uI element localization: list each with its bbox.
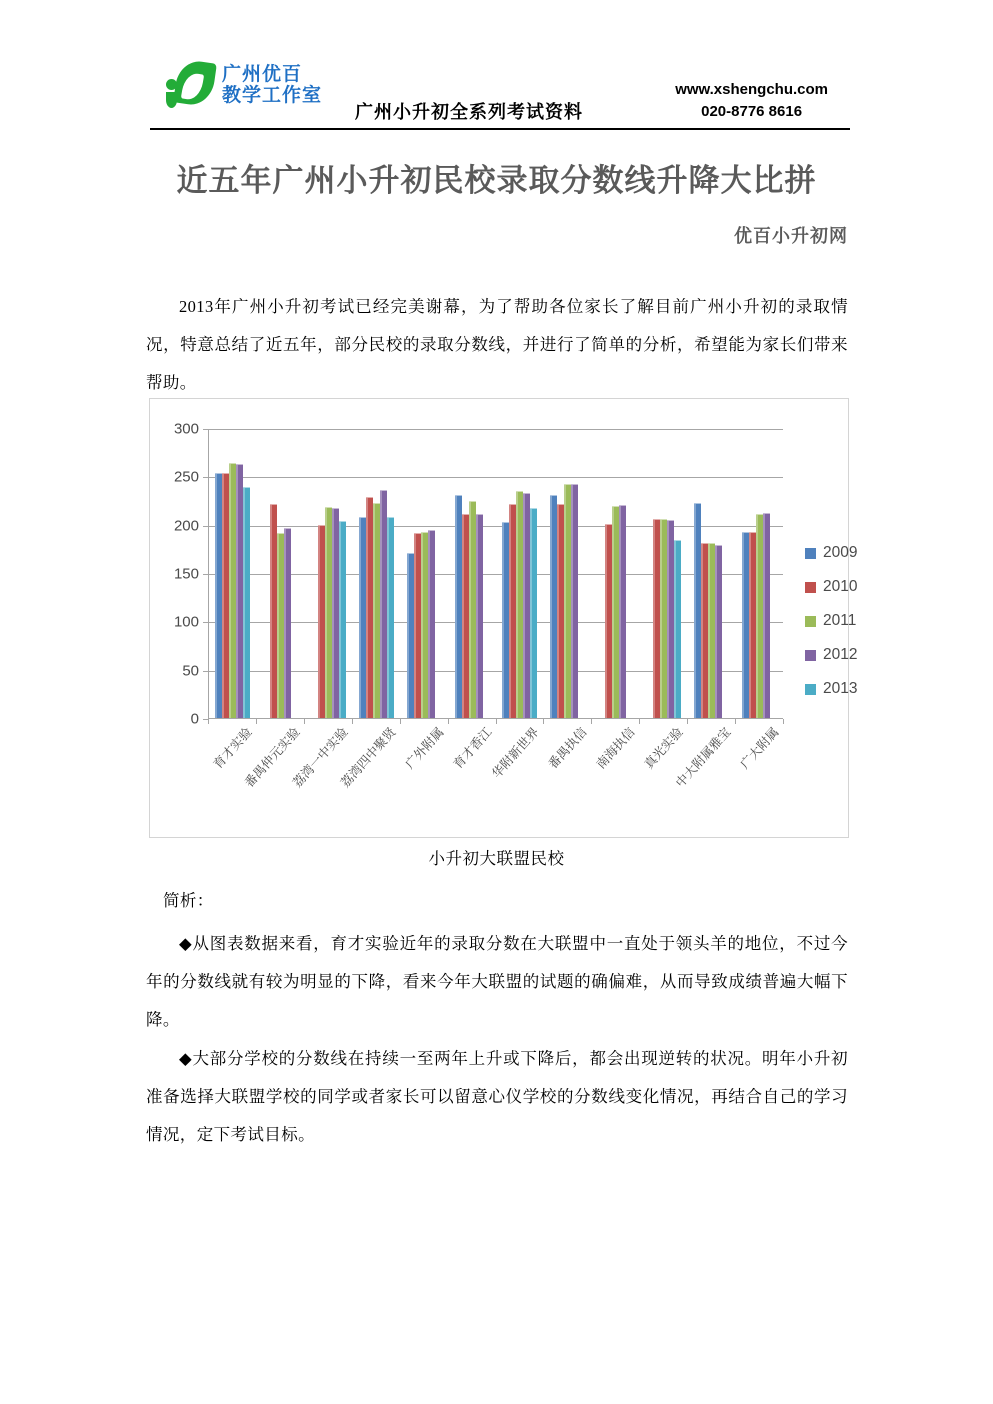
- bar-2012: [332, 508, 339, 719]
- bar-2011: [660, 519, 667, 719]
- y-axis-tick-label: 200: [173, 517, 199, 535]
- bar-2009: [550, 495, 557, 719]
- bar-2009: [742, 532, 749, 719]
- legend-item-2012: [805, 646, 857, 664]
- bar-2009: [407, 553, 414, 719]
- legend-item-2010: [805, 578, 857, 596]
- bar-group: [352, 429, 400, 719]
- logo-text: [222, 64, 322, 107]
- category-label: 荔湾四中聚贤: [337, 725, 399, 791]
- bar-2011: [373, 503, 380, 719]
- legend-swatch-icon: [805, 582, 816, 593]
- legend-swatch-icon: [805, 548, 816, 559]
- bar-group: [400, 429, 448, 719]
- legend-swatch-icon: [805, 616, 816, 627]
- bar-2011: [564, 484, 571, 719]
- y-axis-tick: [203, 622, 208, 623]
- bar-2013: [243, 487, 250, 719]
- bar-2012: [763, 513, 770, 719]
- category-label: 番禺执信: [546, 725, 591, 772]
- y-axis-tick-label: 300: [173, 420, 199, 438]
- bar-2011: [229, 463, 236, 719]
- legend-item-2009: [805, 544, 857, 562]
- logo-line-1: 广州优百: [222, 63, 303, 85]
- header-contact: [675, 79, 828, 123]
- bar-2010: [270, 504, 277, 719]
- category-label: 南海执信: [594, 725, 638, 772]
- bar-2011: [756, 514, 763, 719]
- bar-2009: [455, 495, 462, 719]
- bar-group: [305, 429, 353, 719]
- bar-2012: [284, 528, 291, 719]
- y-axis-tick: [203, 574, 208, 575]
- legend-item-2013: [805, 680, 857, 698]
- bar-2012: [476, 514, 483, 719]
- bar-2009: [215, 473, 222, 719]
- y-axis-tick-label: 100: [173, 613, 199, 631]
- bar-group: [496, 429, 544, 719]
- analysis-label: 简析：: [163, 891, 214, 910]
- bar-2012: [236, 464, 243, 719]
- y-axis-tick-label: 50: [182, 662, 199, 680]
- category-label: 真光实验: [641, 725, 686, 772]
- bar-2012: [619, 505, 626, 719]
- y-axis-tick-label: 250: [173, 468, 199, 486]
- y-axis-tick: [203, 477, 208, 478]
- site-logo: [164, 57, 322, 113]
- bar-group: [448, 429, 496, 719]
- page-subtitle: 优百小升初网: [734, 226, 848, 246]
- bar-2011: [708, 543, 715, 719]
- bar-2010: [653, 519, 660, 719]
- bar-group: [639, 429, 687, 719]
- category-label: 育才香江: [450, 725, 495, 772]
- bar-2009: [502, 522, 509, 719]
- chart-legend: [805, 544, 857, 714]
- category-label: 广大附属: [737, 725, 782, 772]
- bar-group: [209, 429, 257, 719]
- bar-2010: [366, 497, 373, 719]
- y-axis-tick: [203, 526, 208, 527]
- y-axis-tick: [203, 671, 208, 672]
- intro-paragraph: 2013年广州小升初考试已经完美谢幕，为了帮助各位家长了解目前广州小升初的录取情况，特意总结了近五年，部分民校的录取分数线，并进行了简单的分析，希望能为家长们带来帮助。: [146, 297, 848, 392]
- y-axis-tick-label: 0: [190, 710, 199, 728]
- bar-2010: [222, 473, 229, 719]
- legend-swatch-icon: [805, 650, 816, 661]
- bar-2011: [325, 507, 332, 719]
- bar-2012: [571, 484, 578, 719]
- category-label: 番禺仲元实验: [241, 725, 303, 791]
- bar-2011: [277, 533, 284, 719]
- legend-label: 2009: [823, 544, 858, 561]
- leaf-logo-icon: [164, 57, 216, 113]
- bar-2011: [516, 491, 523, 719]
- category-label: 育才实验: [210, 725, 255, 772]
- bar-group: [687, 429, 735, 719]
- legend-label: 2011: [823, 612, 857, 629]
- bar-2013: [387, 517, 394, 719]
- bar-2010: [749, 532, 756, 719]
- bar-2012: [715, 545, 722, 719]
- analysis-point-2: ◆大部分学校的分数线在持续一至两年上升或下降后，都会出现逆转的状况。明年小升初准备选择大联盟学校的同学或者家长可以留意心仪学校的分数线变化情况，再结合自己的学习情况，定下考试目标。: [146, 1049, 848, 1144]
- y-axis-tick-label: 150: [173, 565, 199, 583]
- category-label: 荔湾一中实验: [289, 725, 351, 791]
- header-tagline: 广州小升初全系列考试资料: [355, 102, 583, 122]
- analysis-point-1: ◆从图表数据来看，育才实验近年的录取分数在大联盟中一直处于领头羊的地位，不过今年的分数线就有较为明显的下降，看来今年大联盟的试题的确偏难，从而导致成绩普遍大幅下降。: [146, 934, 848, 1029]
- bar-group: [544, 429, 592, 719]
- bar-2012: [523, 493, 530, 719]
- bar-2010: [605, 524, 612, 719]
- bar-2011: [612, 506, 619, 719]
- bar-2012: [380, 490, 387, 719]
- legend-label: 2013: [823, 680, 858, 697]
- website-url: www.xshengchu.com: [675, 81, 828, 98]
- bar-group: [735, 429, 783, 719]
- legend-swatch-icon: [805, 684, 816, 695]
- category-label: 华附新世界: [489, 725, 543, 781]
- bar-2013: [674, 540, 681, 719]
- bar-chart: [149, 398, 858, 838]
- bar-2009: [694, 503, 701, 719]
- bar-2012: [428, 530, 435, 719]
- category-label: 广外附属: [402, 725, 447, 772]
- bar-2010: [701, 543, 708, 719]
- bar-2011: [469, 501, 476, 719]
- bar-2010: [462, 514, 469, 719]
- bar-2010: [557, 504, 564, 719]
- bar-2010: [509, 504, 516, 719]
- y-axis-tick: [203, 429, 208, 430]
- page-title: 近五年广州小升初民校录取分数线升降大比拼: [176, 163, 817, 198]
- logo-line-2: 教学工作室: [222, 85, 323, 106]
- chart-plot-area: [173, 420, 783, 728]
- page-header: [150, 55, 850, 130]
- legend-label: 2010: [823, 578, 858, 595]
- bar-2012: [667, 520, 674, 719]
- bar-2009: [359, 517, 366, 719]
- chart-caption: 小升初大联盟民校: [428, 849, 565, 868]
- bar-2010: [414, 533, 421, 719]
- phone-number: 020-8776 8616: [701, 102, 803, 120]
- bar-group: [592, 429, 640, 719]
- bar-group: [257, 429, 305, 719]
- x-axis-category-labels: [208, 721, 783, 831]
- bar-2011: [421, 532, 428, 719]
- legend-label: 2012: [823, 646, 858, 663]
- bar-2013: [339, 521, 346, 719]
- bar-2010: [318, 525, 325, 719]
- category-label: 中大附属雅宝: [673, 725, 734, 791]
- bar-2013: [530, 508, 537, 719]
- x-axis-tick: [783, 719, 784, 724]
- chart-bar-groups: [209, 429, 783, 719]
- legend-item-2011: [805, 612, 857, 630]
